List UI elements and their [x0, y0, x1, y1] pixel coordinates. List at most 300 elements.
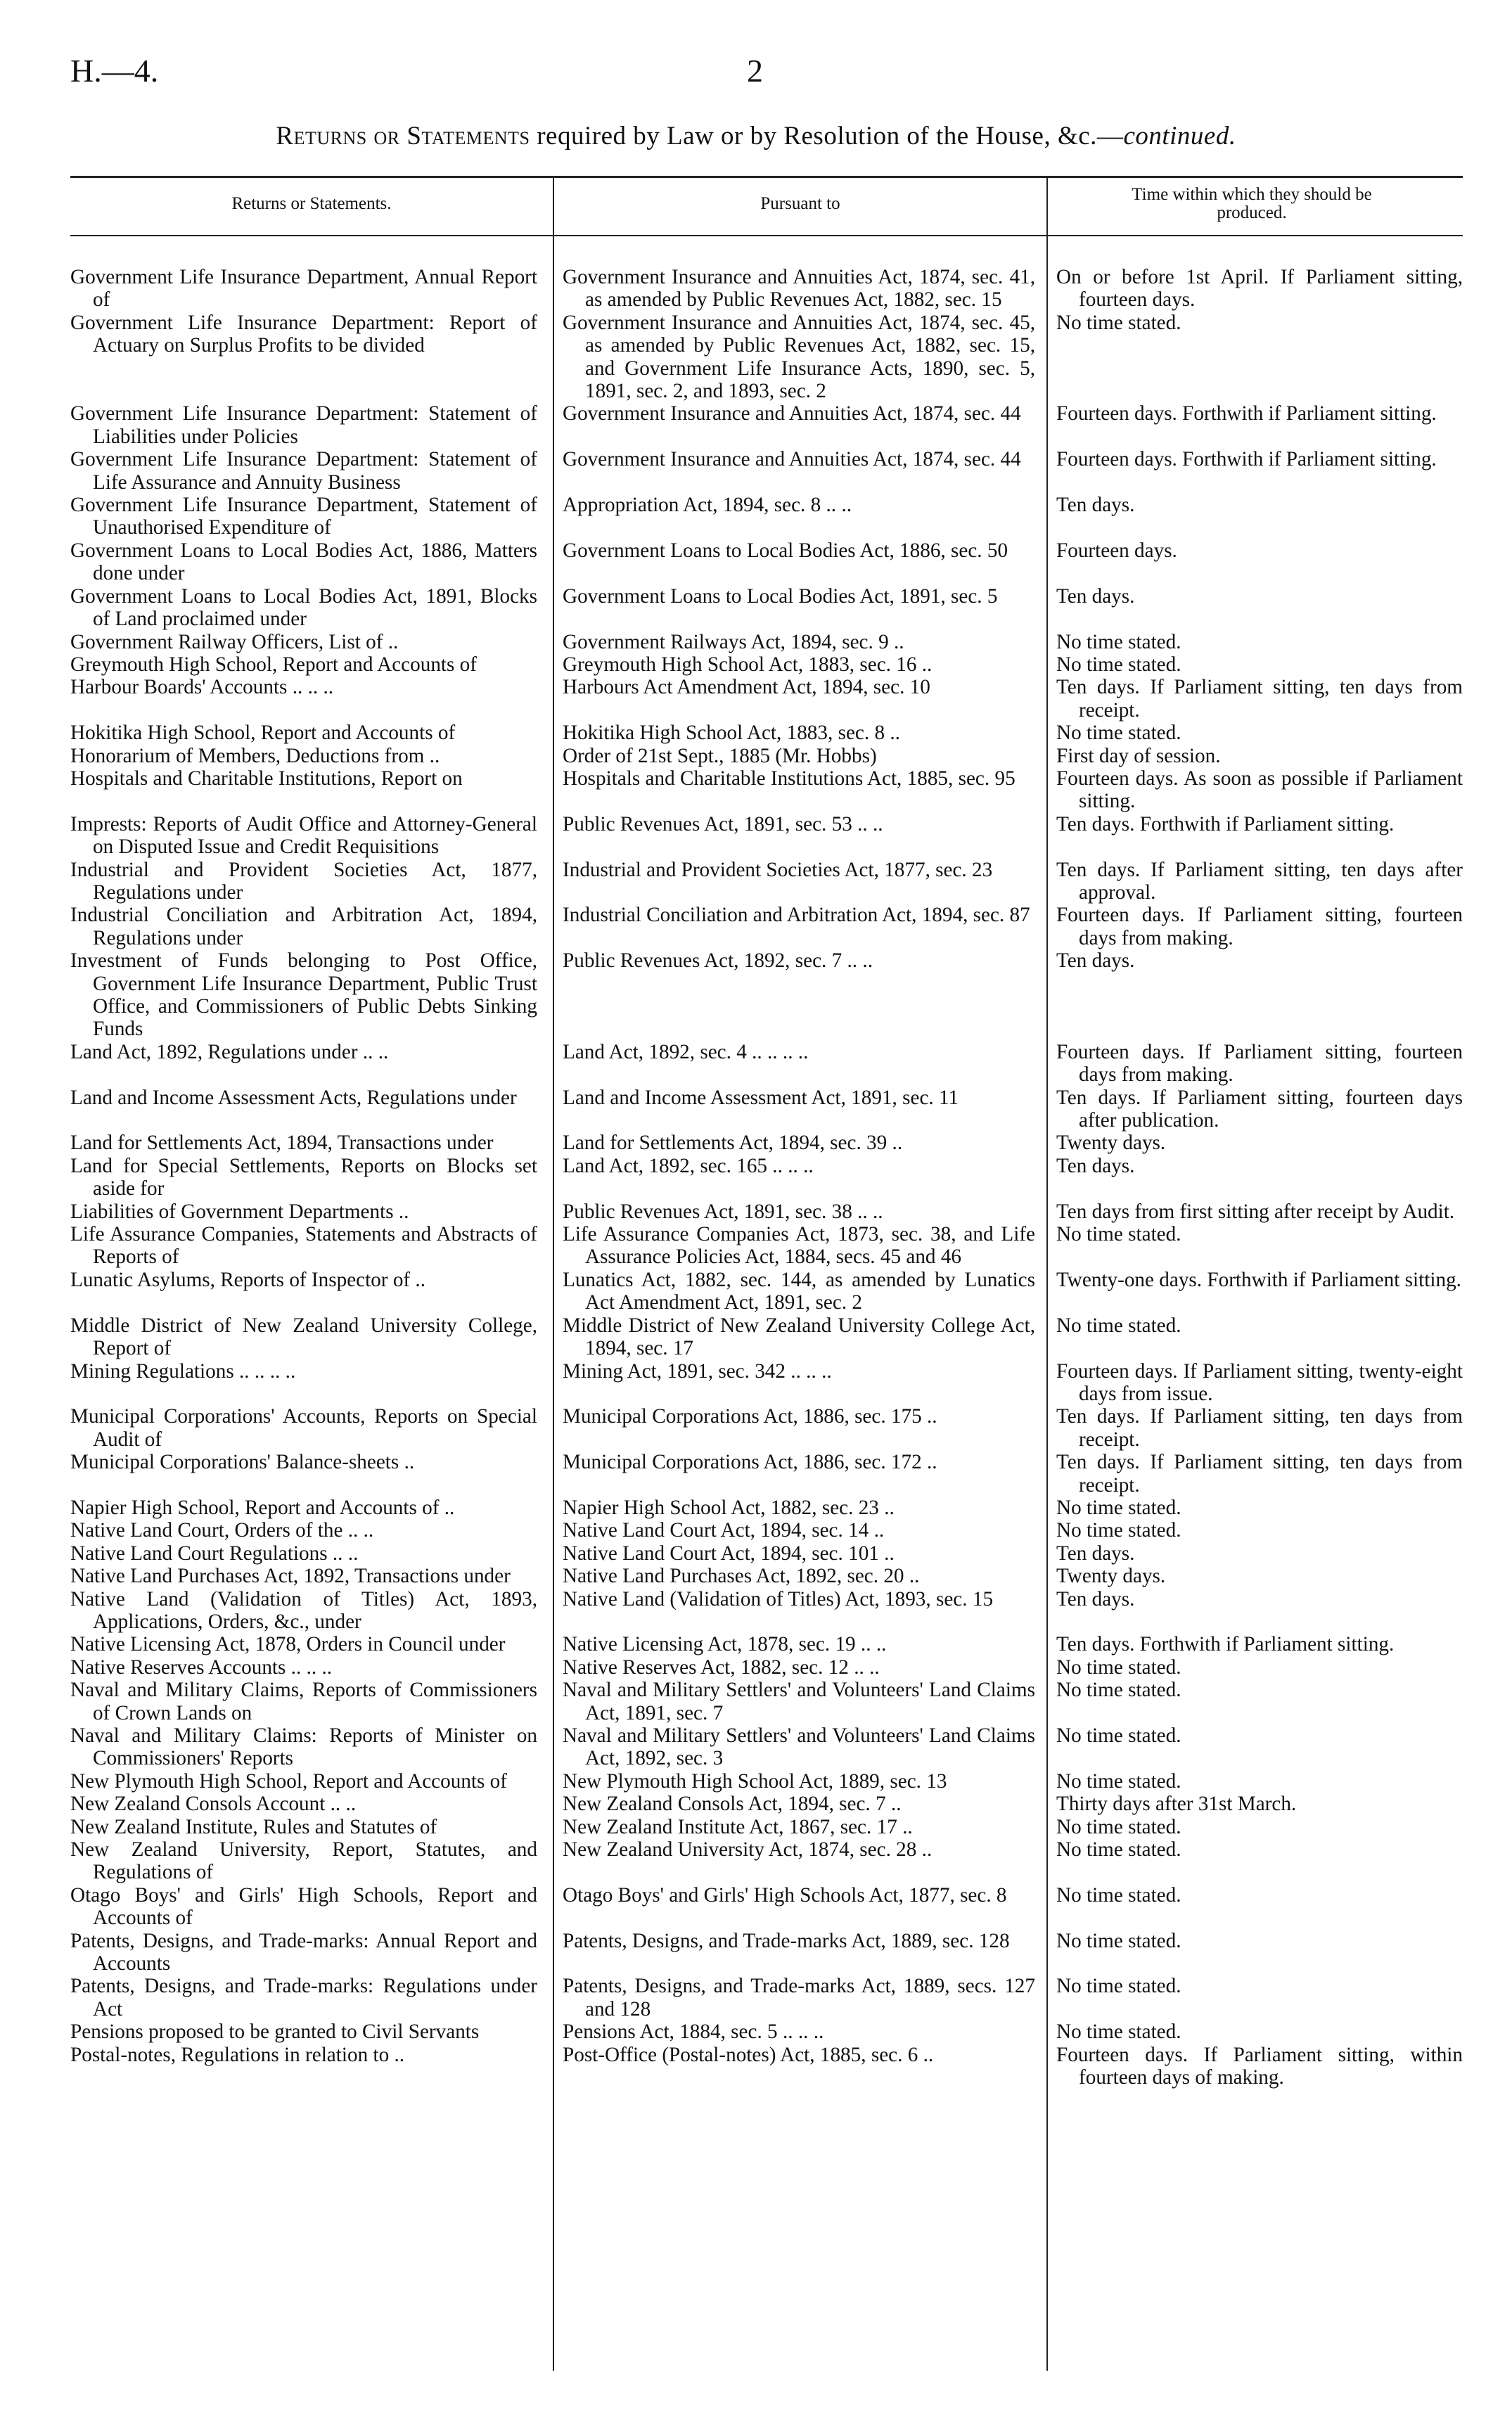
pursuant-cell [553, 266, 1046, 312]
pursuant-cell [553, 1838, 1046, 1861]
return-cell-text: Naval and Military Claims: Reports of Minister on Commissioners' Reports [70, 1724, 537, 1770]
time-cell [1046, 2044, 1463, 2089]
pursuant-cell [553, 1519, 1046, 1542]
return-cell-text: Hospitals and Charitable Institutions, Report on [70, 767, 463, 790]
pursuant-cell [553, 448, 1046, 470]
return-cell [70, 1087, 553, 1109]
return-cell [70, 1633, 553, 1655]
return-cell-text: Liabilities of Government Departments .. [70, 1200, 409, 1223]
return-cell-text: Native Land Court Regulations .. .. [70, 1542, 359, 1565]
table-row [70, 1679, 1463, 1724]
pursuant-cell [553, 1884, 1046, 1907]
return-cell [70, 1588, 553, 1634]
time-cell [1046, 1405, 1463, 1451]
return-cell [70, 1200, 553, 1223]
return-cell-text: Native Licensing Act, 1878, Orders in Council under [70, 1633, 506, 1656]
pursuant-cell-text: Land for Settlements Act, 1894, sec. 39 .. [563, 1132, 903, 1155]
time-cell [1046, 2020, 1463, 2043]
table-top-rule [70, 176, 1463, 178]
pursuant-cell [553, 1451, 1046, 1473]
table-row [70, 1519, 1463, 1542]
time-cell [1046, 494, 1463, 516]
return-cell-text: Government Railway Officers, List of .. [70, 630, 399, 653]
return-cell-text: Napier High School, Report and Accounts of .. [70, 1496, 455, 1519]
pursuant-cell-text: Order of 21st Sept., 1885 (Mr. Hobbs) [563, 744, 877, 767]
pursuant-cell [553, 1041, 1046, 1063]
pursuant-cell [553, 1633, 1046, 1655]
pursuant-cell [553, 859, 1046, 881]
table-row [70, 949, 1463, 1041]
time-cell-text: Fourteen days. If Parliament sitting, fourteen days from making. [1056, 1040, 1463, 1087]
time-cell-text: Twenty days. [1056, 1132, 1166, 1155]
time-cell-text: Ten days. If Parliament sitting, ten days from receipt. [1056, 676, 1463, 722]
pursuant-cell-text: Harbours Act Amendment Act, 1894, sec. 10 [563, 676, 930, 699]
return-cell [70, 1360, 553, 1383]
table-row [70, 1497, 1463, 1519]
return-cell [70, 767, 553, 790]
pursuant-cell-text: Native Land Court Act, 1894, sec. 101 .. [563, 1542, 895, 1565]
return-cell-text: Pensions proposed to be granted to Civil Servants [70, 2020, 480, 2044]
pursuant-cell [553, 2044, 1046, 2066]
table-row [70, 813, 1463, 859]
table-row [70, 2044, 1463, 2089]
return-cell [70, 1930, 553, 1975]
return-cell-text: New Zealand Institute, Rules and Statutes of [70, 1815, 437, 1838]
table-row [70, 494, 1463, 539]
time-cell [1046, 631, 1463, 653]
time-cell [1046, 1041, 1463, 1087]
page-title [0, 121, 1512, 151]
time-cell [1046, 1155, 1463, 1177]
time-cell [1046, 1930, 1463, 1952]
time-cell [1046, 859, 1463, 904]
time-cell-text: Twenty-one days. Forthwith if Parliament sitting. [1056, 1268, 1461, 1291]
time-cell [1046, 585, 1463, 608]
table-row [70, 1155, 1463, 1200]
time-cell [1046, 904, 1463, 949]
pursuant-cell [553, 1679, 1046, 1724]
pursuant-cell-text: Appropriation Act, 1894, sec. 8 .. .. [563, 494, 852, 517]
time-cell-text: No time stated. [1056, 1223, 1181, 1246]
return-cell [70, 1314, 553, 1360]
time-cell-text: Ten days from first sitting after receipt by Audit. [1056, 1200, 1455, 1223]
pursuant-cell [553, 539, 1046, 562]
return-cell [70, 1975, 553, 2020]
time-cell-text: No time stated. [1056, 1519, 1181, 1542]
time-cell [1046, 448, 1463, 470]
return-cell [70, 2044, 553, 2066]
return-cell [70, 653, 553, 676]
time-cell-text: Ten days. Forthwith if Parliament sitting. [1056, 812, 1395, 835]
return-cell [70, 904, 553, 949]
return-cell [70, 312, 553, 357]
pursuant-cell-text: Native Land Purchases Act, 1892, sec. 20 .. [563, 1565, 920, 1588]
return-cell-text: Life Assurance Companies, Statements and Abstracts of Reports of [70, 1223, 537, 1269]
pursuant-cell [553, 1656, 1046, 1679]
pursuant-cell [553, 1770, 1046, 1793]
time-cell-text: No time stated. [1056, 1655, 1181, 1679]
pursuant-cell-text: New Plymouth High School Act, 1889, sec. 13 [563, 1769, 947, 1793]
table-row [70, 312, 1463, 403]
return-cell-text: Government Life Insurance Department, Statement of Unauthorised Expenditure of [70, 494, 537, 539]
return-cell-text: Native Reserves Accounts .. .. .. [70, 1655, 333, 1679]
return-cell-text: Investment of Funds belonging to Post Office, Government Life Insurance Department, Public Trust Office, and Commissioners of Public Debts Sinking Funds [70, 949, 537, 1041]
return-cell-text: Postal-notes, Regulations in relation to .. [70, 2043, 405, 2066]
table-row [70, 1838, 1463, 1884]
time-cell-text: Ten days. [1056, 1154, 1135, 1177]
time-cell-text: Twenty days. [1056, 1565, 1166, 1588]
pursuant-cell [553, 745, 1046, 767]
table-row [70, 1087, 1463, 1132]
table-row [70, 1451, 1463, 1497]
time-cell-text: No time stated. [1056, 1724, 1181, 1747]
pursuant-cell-text: Life Assurance Companies Act, 1873, sec. 38, and Life Assurance Policies Act, 1884, secs. 45 and 46 [563, 1223, 1035, 1269]
return-cell [70, 1519, 553, 1542]
return-cell-text: Otago Boys' and Girls' High Schools, Report and Accounts of [70, 1883, 537, 1930]
pursuant-cell-text: Middle District of New Zealand University College Act, 1894, sec. 17 [563, 1314, 1035, 1360]
return-cell-text: Greymouth High School, Report and Accounts of [70, 653, 477, 676]
pursuant-cell [553, 402, 1046, 425]
time-cell-text: Ten days. [1056, 949, 1135, 973]
time-cell [1046, 745, 1463, 767]
return-cell [70, 1838, 553, 1884]
table-row [70, 1656, 1463, 1679]
table-row [70, 2020, 1463, 2043]
return-cell [70, 745, 553, 767]
time-cell [1046, 949, 1463, 972]
return-cell [70, 1223, 553, 1269]
time-cell-text: Fourteen days. As soon as possible if Parliament sitting. [1056, 767, 1463, 813]
return-cell [70, 1724, 553, 1770]
time-cell-text: Fourteen days. Forthwith if Parliament sitting. [1056, 448, 1437, 471]
table-row [70, 676, 1463, 722]
table-row [70, 1269, 1463, 1314]
time-cell-text: No time stated. [1056, 1496, 1181, 1519]
pursuant-cell [553, 1724, 1046, 1770]
table-row [70, 904, 1463, 949]
return-cell [70, 1770, 553, 1793]
return-cell [70, 1041, 553, 1063]
time-cell-text: No time stated. [1056, 1838, 1181, 1862]
time-cell [1046, 1451, 1463, 1497]
table-row [70, 1542, 1463, 1565]
time-cell [1046, 1679, 1463, 1701]
return-cell [70, 2020, 553, 2043]
time-cell [1046, 1223, 1463, 1245]
pursuant-cell [553, 585, 1046, 608]
title-main: required by Law or by Resolution of the House, &c.— [530, 122, 1124, 150]
return-cell-text: Native Land Purchases Act, 1892, Transactions under [70, 1565, 511, 1588]
table-row [70, 653, 1463, 676]
time-cell [1046, 1724, 1463, 1747]
pursuant-cell-text: Pensions Act, 1884, sec. 5 .. .. .. [563, 2020, 824, 2044]
table-row [70, 1724, 1463, 1770]
return-cell [70, 1816, 553, 1838]
time-cell [1046, 1770, 1463, 1793]
return-cell-text: Municipal Corporations' Balance-sheets .. [70, 1451, 415, 1474]
pursuant-cell-text: Government Insurance and Annuities Act, 1874, sec. 45, as amended by Public Revenues Act, 1882, sec. 15, and Government Life Insurance Acts, 1890, sec. 5, 1891, sec. 2, and 1893, sec. 2 [563, 311, 1035, 403]
return-cell-text: Middle District of New Zealand University College, Report of [70, 1314, 537, 1360]
pursuant-cell-text: Napier High School Act, 1882, sec. 23 .. [563, 1496, 895, 1519]
table-row [70, 1633, 1463, 1655]
table-row [70, 1565, 1463, 1587]
pursuant-cell [553, 2020, 1046, 2043]
table-row [70, 1588, 1463, 1634]
return-cell [70, 676, 553, 698]
time-cell [1046, 1497, 1463, 1519]
return-cell [70, 1679, 553, 1724]
time-cell [1046, 1816, 1463, 1838]
pursuant-cell [553, 631, 1046, 653]
table-row [70, 745, 1463, 767]
time-cell [1046, 1838, 1463, 1861]
pursuant-cell-text: Government Insurance and Annuities Act, 1874, sec. 41, as amended by Public Revenues Act, 1882, sec. 15 [563, 266, 1035, 312]
pursuant-cell-text: Native Land (Validation of Titles) Act, 1893, sec. 15 [563, 1587, 994, 1610]
pursuant-cell [553, 1087, 1046, 1109]
table-row [70, 1041, 1463, 1087]
table-row [70, 539, 1463, 585]
time-cell [1046, 1542, 1463, 1565]
pursuant-cell-text: Mining Act, 1891, sec. 342 .. .. .. [563, 1359, 832, 1383]
column-header-time: Time within which they should be produced. [1132, 185, 1372, 222]
pursuant-cell [553, 1497, 1046, 1519]
pursuant-cell [553, 813, 1046, 835]
return-cell [70, 494, 553, 539]
return-cell-text: Native Land Court, Orders of the .. .. [70, 1519, 374, 1542]
table-row [70, 1200, 1463, 1223]
title-continued: continued. [1123, 122, 1236, 150]
column-header-pursuant: Pursuant to [760, 194, 840, 213]
returns-table-body [70, 266, 1463, 2089]
time-cell-text: No time stated. [1056, 722, 1181, 745]
pursuant-cell-text: Government Railways Act, 1894, sec. 9 .. [563, 630, 904, 653]
pursuant-cell [553, 722, 1046, 744]
time-cell-text: Fourteen days. If Parliament sitting, twenty-eight days from issue. [1056, 1359, 1463, 1405]
return-cell [70, 813, 553, 859]
time-cell-text: No time stated. [1056, 1679, 1181, 1702]
table-row [70, 1930, 1463, 1975]
return-cell [70, 1132, 553, 1154]
table-row [70, 631, 1463, 653]
pursuant-cell-text: Public Revenues Act, 1891, sec. 38 .. .. [563, 1200, 883, 1223]
return-cell-text: Land for Settlements Act, 1894, Transactions under [70, 1132, 494, 1155]
pursuant-cell [553, 767, 1046, 790]
pursuant-cell-text: New Zealand Consols Act, 1894, sec. 7 .. [563, 1793, 902, 1816]
table-row [70, 266, 1463, 312]
time-cell [1046, 1975, 1463, 1997]
return-cell [70, 1884, 553, 1930]
pursuant-cell-text: Municipal Corporations Act, 1886, sec. 172 .. [563, 1451, 937, 1474]
pursuant-cell [553, 1223, 1046, 1269]
return-cell-text: Government Life Insurance Department: Statement of Liabilities under Policies [70, 402, 537, 448]
time-cell [1046, 312, 1463, 334]
return-cell [70, 402, 553, 448]
time-cell [1046, 1200, 1463, 1223]
time-cell-text: Ten days. [1056, 1587, 1135, 1610]
return-cell-text: Municipal Corporations' Accounts, Reports on Special Audit of [70, 1405, 537, 1451]
return-cell-text: New Zealand University, Report, Statutes, and Regulations of [70, 1838, 537, 1884]
time-cell [1046, 539, 1463, 562]
time-cell [1046, 1269, 1463, 1291]
table-row [70, 1314, 1463, 1360]
time-cell [1046, 767, 1463, 813]
pursuant-cell-text: Otago Boys' and Girls' High Schools Act, 1877, sec. 8 [563, 1883, 1007, 1907]
return-cell-text: Naval and Military Claims, Reports of Commissioners of Crown Lands on [70, 1679, 537, 1724]
return-cell-text: Industrial Conciliation and Arbitration Act, 1894, Regulations under [70, 904, 537, 949]
header-bottom-rule [70, 235, 1463, 236]
table-row [70, 1223, 1463, 1269]
time-cell [1046, 1633, 1463, 1655]
pursuant-cell-text: Native Reserves Act, 1882, sec. 12 .. .. [563, 1655, 880, 1679]
table-row [70, 1816, 1463, 1838]
return-cell [70, 1155, 553, 1200]
return-cell-text: Government Life Insurance Department, Annual Report of [70, 266, 537, 312]
return-cell [70, 1269, 553, 1291]
time-cell-text: Thirty days after 31st March. [1056, 1793, 1297, 1816]
table-row [70, 859, 1463, 904]
time-cell-text: Fourteen days. [1056, 539, 1177, 562]
pursuant-cell-text: New Zealand University Act, 1874, sec. 28 .. [563, 1838, 933, 1862]
return-cell-text: Honorarium of Members, Deductions from .. [70, 744, 440, 767]
time-cell-text: No time stated. [1056, 311, 1181, 334]
return-cell-text: Imprests: Reports of Audit Office and Attorney-General on Disputed Issue and Credit Requisitions [70, 812, 537, 859]
time-cell [1046, 1087, 1463, 1132]
pursuant-cell-text: Industrial Conciliation and Arbitration Act, 1894, sec. 87 [563, 904, 1030, 927]
return-cell [70, 266, 553, 312]
time-cell-text: No time stated. [1056, 1314, 1181, 1337]
time-cell [1046, 266, 1463, 312]
return-cell-text: Harbour Boards' Accounts .. .. .. [70, 676, 334, 699]
pursuant-cell-text: Lunatics Act, 1882, sec. 144, as amended by Lunatics Act Amendment Act, 1891, sec. 2 [563, 1268, 1035, 1314]
pursuant-cell [553, 1200, 1046, 1223]
pursuant-cell-text: Native Land Court Act, 1894, sec. 14 .. [563, 1519, 885, 1542]
time-cell-text: Ten days. [1056, 494, 1135, 517]
page-number: 2 [747, 53, 763, 89]
time-cell-text: No time stated. [1056, 1769, 1181, 1793]
pursuant-cell [553, 1816, 1046, 1838]
pursuant-cell-text: Naval and Military Settlers' and Volunteers' Land Claims Act, 1892, sec. 3 [563, 1724, 1035, 1770]
time-cell-text: Ten days. If Parliament sitting, fourteen days after publication. [1056, 1086, 1463, 1132]
table-row [70, 1360, 1463, 1406]
return-cell [70, 539, 553, 585]
table-row [70, 448, 1463, 494]
return-cell [70, 949, 553, 1041]
return-cell-text: Patents, Designs, and Trade-marks: Regulations under Act [70, 1975, 537, 2020]
pursuant-cell [553, 312, 1046, 403]
pursuant-cell [553, 1588, 1046, 1610]
return-cell-text: Land Act, 1892, Regulations under .. .. [70, 1040, 389, 1063]
pursuant-cell-text: Government Insurance and Annuities Act, 1874, sec. 44 [563, 402, 1021, 425]
time-cell-text: Ten days. If Parliament sitting, ten days from receipt. [1056, 1405, 1463, 1451]
pursuant-cell-text: Government Loans to Local Bodies Act, 1886, sec. 50 [563, 539, 1008, 562]
time-cell-text: Ten days. If Parliament sitting, ten days from receipt. [1056, 1451, 1463, 1497]
time-cell-text: Ten days. [1056, 584, 1135, 608]
time-cell [1046, 1884, 1463, 1907]
table-row [70, 1405, 1463, 1451]
pursuant-cell-text: Naval and Military Settlers' and Volunteers' Land Claims Act, 1891, sec. 7 [563, 1679, 1035, 1724]
table-row [70, 767, 1463, 813]
pursuant-cell-text: Post-Office (Postal-notes) Act, 1885, sec. 6 .. [563, 2043, 934, 2066]
return-cell [70, 585, 553, 631]
time-cell-text: Ten days. Forthwith if Parliament sitting. [1056, 1633, 1395, 1656]
pursuant-cell-text: Patents, Designs, and Trade-marks Act, 1889, secs. 127 and 128 [563, 1975, 1035, 2020]
pursuant-cell [553, 904, 1046, 926]
time-cell [1046, 722, 1463, 744]
table-row [70, 1793, 1463, 1815]
pursuant-cell [553, 949, 1046, 972]
time-cell-text: No time stated. [1056, 2020, 1181, 2044]
pursuant-cell-text: Industrial and Provident Societies Act, 1877, sec. 23 [563, 858, 993, 881]
time-cell [1046, 1314, 1463, 1337]
return-cell-text: Native Land (Validation of Titles) Act, 1893, Applications, Orders, &c., under [70, 1587, 537, 1633]
time-cell [1046, 676, 1463, 722]
time-cell-text: On or before 1st April. If Parliament sitting, fourteen days. [1056, 266, 1463, 312]
pursuant-cell-text: Land Act, 1892, sec. 165 .. .. .. [563, 1154, 814, 1177]
time-cell [1046, 1132, 1463, 1154]
time-cell [1046, 653, 1463, 676]
return-cell-text: Hokitika High School, Report and Accounts of [70, 722, 456, 745]
time-cell [1046, 1360, 1463, 1406]
pursuant-cell [553, 1360, 1046, 1383]
table-row [70, 1884, 1463, 1930]
table-row [70, 722, 1463, 744]
return-cell-text: Government Loans to Local Bodies Act, 1886, Matters done under [70, 539, 537, 585]
return-cell-text: Lunatic Asylums, Reports of Inspector of .. [70, 1268, 426, 1291]
time-cell [1046, 1565, 1463, 1587]
return-cell-text: Government Life Insurance Department: Report of Actuary on Surplus Profits to be divided [70, 311, 537, 357]
return-cell [70, 1793, 553, 1815]
return-cell-text: Patents, Designs, and Trade-marks: Annual Report and Accounts [70, 1929, 537, 1975]
time-cell-text: No time stated. [1056, 653, 1181, 676]
return-cell [70, 859, 553, 904]
table-row [70, 585, 1463, 631]
pursuant-cell [553, 1314, 1046, 1360]
document-code: H.—4. [70, 53, 159, 89]
pursuant-cell-text: Land Act, 1892, sec. 4 .. .. .. .. [563, 1040, 809, 1063]
pursuant-cell-text: New Zealand Institute Act, 1867, sec. 17 .. [563, 1815, 913, 1838]
time-cell [1046, 402, 1463, 425]
time-cell-text: No time stated. [1056, 1815, 1181, 1838]
return-cell [70, 1542, 553, 1565]
time-cell-text: No time stated. [1056, 1883, 1181, 1907]
table-row [70, 402, 1463, 448]
time-cell-text: Fourteen days. If Parliament sitting, within fourteen days of making. [1056, 2043, 1463, 2089]
pursuant-cell [553, 1565, 1046, 1587]
time-cell [1046, 1793, 1463, 1815]
pursuant-cell-text: Hospitals and Charitable Institutions Act, 1885, sec. 95 [563, 767, 1016, 790]
pursuant-cell [553, 1793, 1046, 1815]
time-cell-text: Fourteen days. If Parliament sitting, fourteen days from making. [1056, 904, 1463, 949]
table-row [70, 1132, 1463, 1154]
return-cell-text: Industrial and Provident Societies Act, 1877, Regulations under [70, 858, 537, 904]
pursuant-cell [553, 1132, 1046, 1154]
pursuant-cell [553, 676, 1046, 698]
time-cell-text: Fourteen days. Forthwith if Parliament sitting. [1056, 402, 1437, 425]
time-cell-text: No time stated. [1056, 630, 1181, 653]
time-cell [1046, 1519, 1463, 1542]
return-cell-text: Land for Special Settlements, Reports on Blocks set aside for [70, 1154, 537, 1200]
pursuant-cell-text: Hokitika High School Act, 1883, sec. 8 .. [563, 722, 900, 745]
pursuant-cell-text: Land and Income Assessment Act, 1891, sec. 11 [563, 1086, 959, 1109]
pursuant-cell [553, 1405, 1046, 1428]
pursuant-cell [553, 1542, 1046, 1565]
time-cell-text: Ten days. [1056, 1542, 1135, 1565]
pursuant-cell-text: Public Revenues Act, 1892, sec. 7 .. .. [563, 949, 873, 973]
return-cell [70, 1656, 553, 1679]
return-cell-text: Government Life Insurance Department: Statement of Life Assurance and Annuity Business [70, 448, 537, 494]
title-small-caps: Returns or Statements [276, 122, 530, 150]
pursuant-cell-text: Greymouth High School Act, 1883, sec. 16 .. [563, 653, 933, 676]
